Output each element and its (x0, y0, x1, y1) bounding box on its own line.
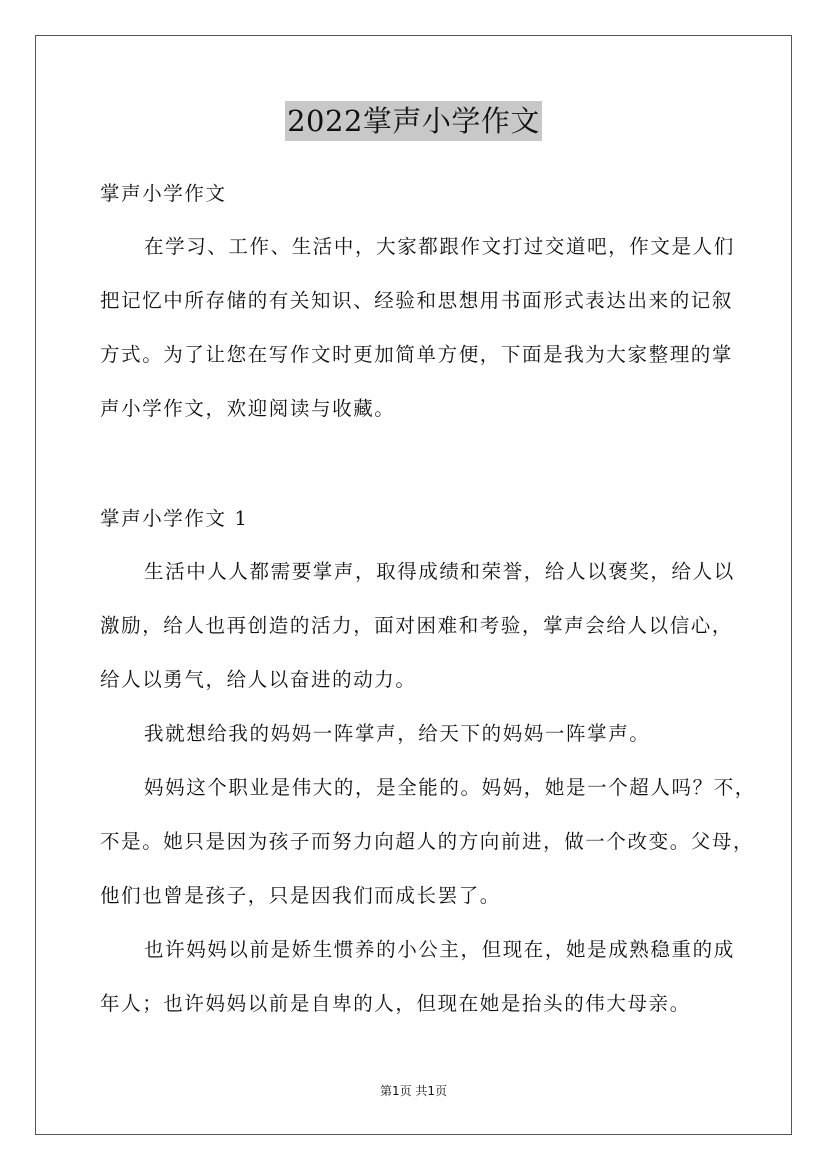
intro-line-3: 方式。为了让您在写作文时更加简单方便，下面是我为大家整理的掌 (100, 343, 734, 366)
intro-line-4: 声小学作文，欢迎阅读与收藏。 (100, 397, 396, 420)
body-line-5: 妈妈这个职业是伟大的，是全能的。妈妈，她是一个超人吗？不， (144, 776, 756, 799)
body-line-6: 不是。她只是因为孩子而努力向超人的方向前进，做一个改变。父母， (100, 830, 755, 853)
page-footer: 第1页 共1页 (379, 1084, 448, 1098)
section-heading: 掌声小学作文 1 (100, 507, 249, 530)
body-line-8: 也许妈妈以前是娇生惯养的小公主，但现在，她是成熟稳重的成 (144, 938, 735, 961)
body-line-3: 给人以勇气，给人以奋进的动力。 (100, 668, 417, 691)
document-title: 2022掌声小学作文 (285, 101, 542, 141)
title-container (0, 101, 827, 141)
intro-line-1: 在学习、工作、生活中，大家都跟作文打过交道吧，作文是人们 (144, 235, 735, 258)
body-line-1: 生活中人人都需要掌声，取得成绩和荣誉，给人以褒奖，给人以 (144, 560, 735, 583)
subtitle: 掌声小学作文 (100, 182, 227, 205)
body-line-7: 他们也曾是孩子，只是因我们而成长罢了。 (100, 884, 501, 907)
body-line-9: 年人；也许妈妈以前是自卑的人，但现在她是抬头的伟大母亲。 (100, 992, 691, 1015)
body-line-4: 我就想给我的妈妈一阵掌声，给天下的妈妈一阵掌声。 (144, 722, 651, 745)
intro-line-2: 把记忆中所存储的有关知识、经验和思想用书面形式表达出来的记叙 (100, 289, 734, 312)
body-line-2: 激励，给人也再创造的活力，面对困难和考验，掌声会给人以信心， (100, 614, 734, 637)
